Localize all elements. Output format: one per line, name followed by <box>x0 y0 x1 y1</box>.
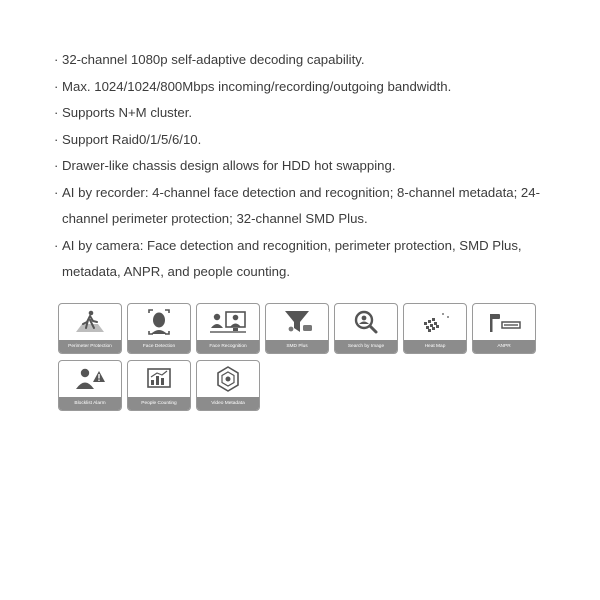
bullet: · <box>54 184 59 200</box>
bullet: · <box>54 105 59 120</box>
tile-blocklist-alarm <box>58 360 122 411</box>
anpr-icon <box>484 308 524 336</box>
tile-label: Face Detection <box>128 340 190 353</box>
feature-item <box>54 47 574 74</box>
face-recognition-icon <box>208 308 248 336</box>
people-counting-icon <box>139 365 179 393</box>
perimeter-protection-icon <box>70 308 110 336</box>
video-metadata-icon <box>208 365 248 393</box>
feature-text: Supports N+M cluster. <box>62 105 193 120</box>
tile-perimeter-protection <box>58 303 122 354</box>
feature-item <box>54 153 574 180</box>
feature-item <box>54 180 574 233</box>
tile-label: Blocklist Alarm <box>59 397 121 410</box>
bullet: · <box>54 78 59 94</box>
bullet: · <box>54 237 59 253</box>
smd-plus-icon <box>277 308 317 336</box>
blocklist-alarm-icon <box>70 365 110 393</box>
tile-label: Face Recognition <box>197 340 259 353</box>
tile-face-recognition <box>196 303 260 354</box>
tile-label: Video Metadata <box>197 397 259 410</box>
feature-text: AI by camera: Face detection and recognition, perimeter protection, SMD Plus, metadata, ANPR, and people counting. <box>62 237 522 279</box>
face-detection-icon <box>139 308 179 336</box>
tile-search-by-image <box>334 303 398 354</box>
feature-text: AI by recorder: 4-channel face detection and recognition; 8-channel metadata; 24-channel perimeter protection; 32-channel SMD Plus. <box>62 184 540 226</box>
icon-row <box>58 360 548 411</box>
tile-label: Search by Image <box>335 340 397 353</box>
bullet: · <box>54 131 59 147</box>
tile-anpr <box>472 303 536 354</box>
tile-label: Heat Map <box>404 340 466 353</box>
feature-text: 32-channel 1080p self-adaptive decoding capability. <box>62 52 365 67</box>
tile-video-metadata <box>196 360 260 411</box>
tile-people-counting <box>127 360 191 411</box>
tile-label: SMD Plus <box>266 340 328 353</box>
feature-list <box>54 47 574 286</box>
icon-row <box>58 303 548 354</box>
feature-item <box>54 127 574 154</box>
tile-heat-map <box>403 303 467 354</box>
feature-item <box>54 74 574 101</box>
tile-label: ANPR <box>473 340 535 353</box>
tile-smd-plus <box>265 303 329 354</box>
heat-map-icon <box>415 308 455 336</box>
bullet: · <box>54 52 59 67</box>
feature-text: Support Raid0/1/5/6/10. <box>62 131 202 147</box>
bullet: · <box>54 158 59 173</box>
feature-item <box>54 233 574 286</box>
search-by-image-icon <box>346 308 386 336</box>
feature-item <box>54 100 574 127</box>
tile-label: People Counting <box>128 397 190 410</box>
tile-label: Perimeter Protection <box>59 340 121 353</box>
tile-face-detection <box>127 303 191 354</box>
feature-text: Drawer-like chassis design allows for HDD hot swapping. <box>62 158 396 173</box>
feature-icon-grid <box>58 303 548 417</box>
feature-text: Max. 1024/1024/800Mbps incoming/recording/outgoing bandwidth. <box>62 78 452 94</box>
